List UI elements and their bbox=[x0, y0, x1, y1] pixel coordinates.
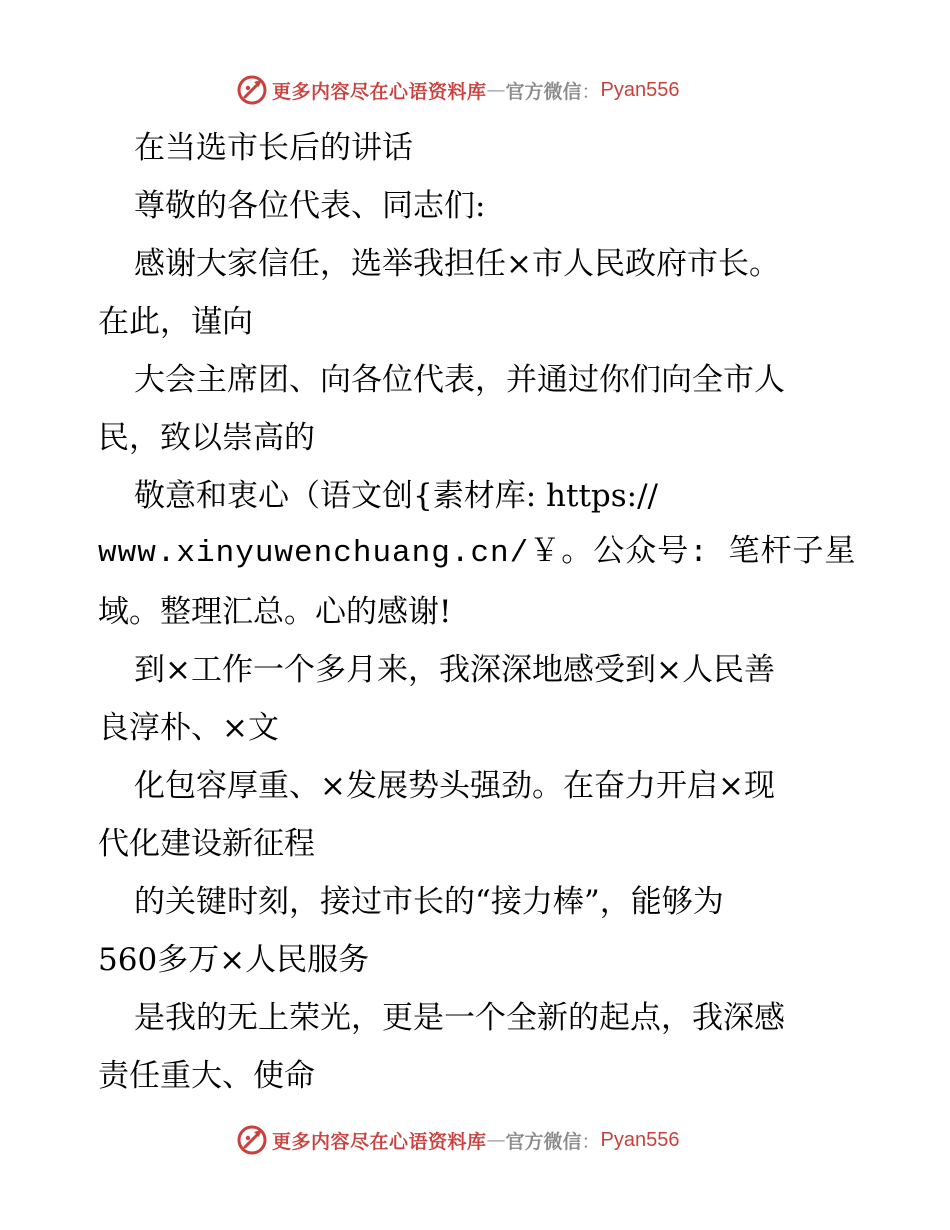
banner-wechat-label: 官方微信 bbox=[505, 80, 582, 103]
banner-separator: ： bbox=[581, 80, 601, 103]
paragraph-line: www.xinyuwenchuang.cn/￥。公众号: 笔杆子星 bbox=[98, 536, 857, 571]
banner-wechat-label: 官方微信 bbox=[505, 1130, 582, 1153]
paragraph-line: 560多万×人民服务 bbox=[98, 942, 370, 978]
paragraph-line: 敬意和衷心（语文创{素材库: https:// bbox=[134, 478, 658, 514]
paragraph-line: 的关键时刻，接过市长的“接力棒”，能够为 bbox=[134, 884, 724, 920]
salutation: 尊敬的各位代表、同志们: bbox=[134, 188, 486, 224]
header-banner bbox=[236, 72, 680, 108]
paragraph-line: 感谢大家信任，选举我担任×市人民政府市长。 bbox=[134, 246, 780, 282]
banner-lead-text: 更多内容尽在心语资料库 bbox=[272, 80, 487, 103]
banner-dash: — bbox=[486, 79, 506, 101]
banner-separator: ： bbox=[581, 1130, 601, 1153]
banner-dash: — bbox=[486, 1129, 506, 1151]
footer-banner bbox=[236, 1122, 680, 1158]
paragraph-line: 在此，谨向 bbox=[98, 304, 253, 340]
paragraph-line: 到×工作一个多月来，我深深地感受到×人民善 bbox=[134, 652, 775, 688]
paragraph-line: 良淳朴、×文 bbox=[98, 710, 279, 746]
paragraph-line: 责任重大、使命 bbox=[98, 1058, 315, 1094]
banner-lead-text: 更多内容尽在心语资料库 bbox=[272, 1130, 487, 1153]
paragraph-line: 民，致以崇高的 bbox=[98, 420, 315, 456]
quill-seal-icon bbox=[236, 1124, 268, 1156]
paragraph-line: 大会主席团、向各位代表，并通过你们向全市人 bbox=[134, 362, 785, 398]
paragraph-line: 域。整理汇总。心的感谢! bbox=[98, 594, 452, 630]
banner-wechat-handle: Pyan556 bbox=[600, 78, 680, 101]
paragraph-line: 是我的无上荣光，更是一个全新的起点，我深感 bbox=[134, 1000, 785, 1036]
banner-wechat-handle: Pyan556 bbox=[600, 1128, 680, 1151]
paragraph-line: 代化建设新征程 bbox=[98, 826, 315, 862]
quill-seal-icon bbox=[236, 74, 268, 106]
paragraph-line: 化包容厚重、×发展势头强劲。在奋力开启×现 bbox=[134, 768, 775, 804]
document-title: 在当选市长后的讲话 bbox=[134, 130, 413, 166]
